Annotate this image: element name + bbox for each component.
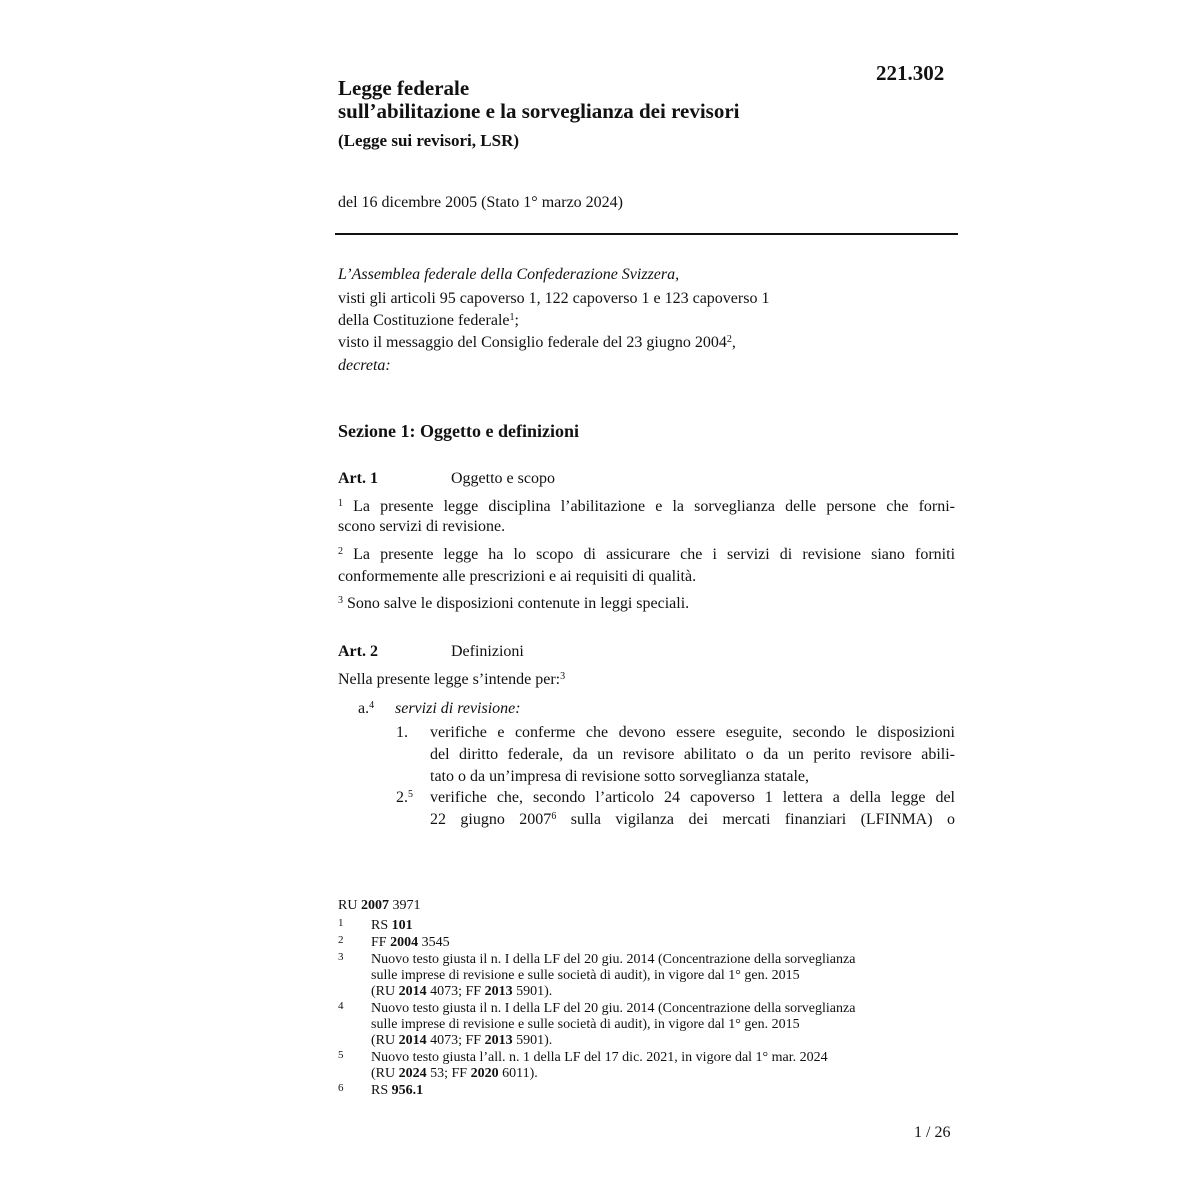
footnote-number: 6 [338,1082,344,1094]
art1-para2-line [338,545,955,565]
footnote-text: 2013 [484,1033,513,1048]
footnote-text: sulle imprese di revisione e sulle società di audit), in vigore dal 1° gen. 2015 [371,968,800,983]
footnote-text: 2013 [484,984,513,999]
art1-para1-line [338,497,955,517]
footnote-ref[interactable]: 5 [408,789,413,800]
art1-para1-line: scono servizi di revisione. [338,518,506,535]
letter-label: a. [358,700,370,717]
art2-intro [338,670,565,690]
intro-text: Nella presente legge s’intende per: [338,671,561,688]
footnote-number: 4 [338,1000,344,1012]
footnote-text: (RU [371,1033,399,1048]
footnote-text: sulle imprese di revisione e sulle società di audit), in vigore dal 1° gen. 2015 [371,1017,800,1032]
preamble-text: visto il messaggio del Consiglio federale del 23 giugno 2004 [338,334,727,351]
preamble-line [338,311,519,331]
footnote-text: 2020 [470,1066,499,1081]
item2-line: verifiche che, secondo l’articolo 24 capoverso 1 lettera a della legge del [430,789,955,806]
footnote-text: 3971 [388,898,421,913]
footnote-text: RU [338,898,361,913]
footnote-text: 101 [391,918,413,933]
footnote-text: 4073; FF [426,1033,485,1048]
letter-a-label [358,699,374,719]
footnote-text: 5901). [512,984,553,999]
art1-title: Oggetto e scopo [451,470,555,487]
footnote-line [371,1033,552,1049]
footnote-text: RS [371,1083,392,1098]
footnote-line [371,1001,855,1017]
art1-para3-line [338,594,689,614]
preamble-authority: L’Assemblea federale della Confederazione Svizzera, [338,266,680,283]
footnote-line [371,968,800,984]
date-status: del 16 dicembre 2005 (Stato 1° marzo 2024) [338,194,623,211]
title-line-1: Legge federale [338,76,470,100]
paragraph-text: La presente legge ha lo scopo di assicurare che i servizi di revisione siano forniti [353,546,956,563]
official-compilation-reference [338,898,420,914]
footnote-ref[interactable]: 6 [551,811,557,822]
footnote-text: 2024 [398,1066,427,1081]
preamble-decreta: decreta: [338,357,391,374]
footnote-line [371,1017,800,1033]
letter-a-text: servizi di revisione: [395,700,521,717]
footnote-text: Nuovo testo giusta il n. I della LF del 20 giu. 2014 (Concentrazione della sorveglianza [371,952,856,967]
footnote-text: FF [371,935,391,950]
page-number: 1 / 26 [914,1124,951,1141]
short-title: (Legge sui revisori, LSR) [338,131,520,150]
footnote-text: Nuovo testo giusta il n. I della LF del 20 giu. 2014 (Concentrazione della sorveglianza [371,1001,856,1016]
title-line-2: sull’abilitazione e la sorveglianza dei revisori [338,99,740,123]
footnote-text: 5901). [512,1033,553,1048]
footnote-text: 3545 [418,935,450,950]
footnote-text: 2007 [360,898,389,913]
art1-number: Art. 1 [338,470,378,487]
item1-line: tato o da un’impresa di revisione sotto sorveglianza statale, [430,768,809,785]
footnote-text: (RU [371,984,399,999]
punctuation: , [731,334,736,351]
footnote-number: 5 [338,1049,344,1061]
footnote-line [371,1083,423,1099]
punctuation: ; [514,312,519,329]
footnote-ref[interactable]: 1 [509,312,515,323]
footnote-text: (RU [371,1066,399,1081]
footnote-text: 2014 [398,984,427,999]
footnote-line [371,1050,828,1066]
item2-line [430,810,955,830]
preamble-text: della Costituzione federale [338,312,510,329]
section-heading: Sezione 1: Oggetto e definizioni [338,421,579,441]
footnote-ref[interactable]: 3 [560,671,566,682]
footnote-line [371,1066,538,1082]
footnote-line [371,952,855,968]
footnote-number: 1 [338,917,344,929]
footnote-text: Nuovo testo giusta l’all. n. 1 della LF del 17 dic. 2021, in vigore dal 1° mar. 2024 [371,1050,828,1065]
paragraph-text: Sono salve le disposizioni contenute in leggi speciali. [347,595,690,612]
footnote-text: 6011). [498,1066,538,1081]
paragraph-text: La presente legge disciplina l’abilitazione e la sorveglianza delle persone che forni- [353,498,956,515]
paragraph-number: 2 [338,546,343,557]
footnote-ref[interactable]: 4 [369,700,375,711]
item1-line: del diritto federale, da un revisore abilitato o da un perito revisore abili- [430,746,955,763]
footnote-text: RS [371,918,392,933]
art2-title: Definizioni [451,643,524,660]
item2-label [396,788,413,808]
footnote-text: 2004 [390,935,419,950]
footnote-number: 2 [338,934,344,946]
footnote-text: 4073; FF [426,984,485,999]
item-text: sulla vigilanza dei mercati finanziari (LFINMA) o [556,811,955,828]
header-rule [335,233,958,235]
footnote-text: 53; FF [426,1066,471,1081]
footnote-line [371,918,413,934]
item-label: 2. [396,789,408,806]
footnote-line [371,935,450,951]
art2-number: Art. 2 [338,643,378,660]
paragraph-number: 3 [338,595,343,606]
item-text: 22 giugno 2007 [430,811,552,828]
footnote-number: 3 [338,951,344,963]
paragraph-number: 1 [338,498,343,509]
art1-para2-line: conformemente alle prescrizioni e ai requisiti di qualità. [338,568,697,585]
footnote-line [371,984,552,1000]
item1-line: verifiche e conferme che devono essere eseguite, secondo le disposizioni [430,724,955,741]
footnote-text: 2014 [398,1033,427,1048]
preamble-line [338,333,736,353]
item1-label: 1. [396,724,408,741]
footnote-ref[interactable]: 2 [726,334,732,345]
preamble-line: visti gli articoli 95 capoverso 1, 122 capoverso 1 e 123 capoverso 1 [338,290,770,307]
footnote-text: 956.1 [391,1083,424,1098]
sr-number: 221.302 [876,61,945,85]
